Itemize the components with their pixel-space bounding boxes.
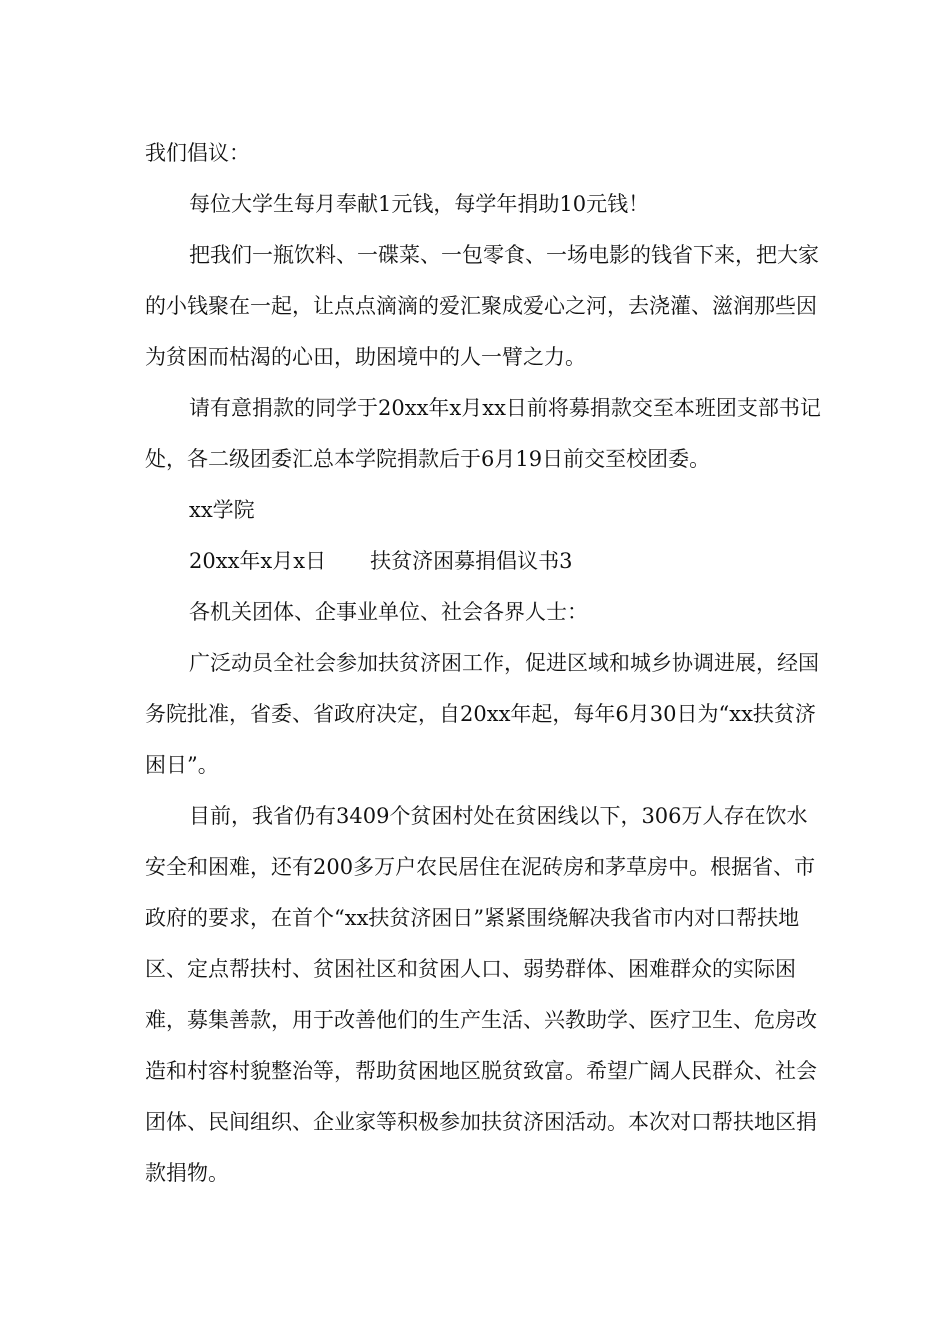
paragraph-submission-instructions: 请有意捐款的同学于20xx年x月xx日前将募捐款交至本班团支部书记处，各二级团委汇总本学院捐款后于6月19日前交至校团委。 (145, 396, 821, 471)
paragraph-save-money: 把我们一瓶饮料、一碟菜、一包零食、一场电影的钱省下来，把大家的小钱聚在一起，让点点滴滴的爱汇聚成爱心之河，去浇灌、滋润那些因为贫困而枯渴的心田，助困境中的人一臂之力。 (145, 243, 819, 369)
paragraph-proposal-intro: 我们倡议： (145, 141, 250, 165)
paragraph-signature-college: xx学院 (189, 498, 255, 522)
paragraph-donation-amount: 每位大学生每月奉献1元钱，每学年捐助10元钱！ (189, 192, 650, 216)
paragraph-current-situation: 目前，我省仍有3409个贫困村处在贫困线以下，306万人存在饮水安全和困难，还有200多万户农民居住在泥砖房和茅草房中。根据省、市政府的要求，在首个“xx扶贫济困日”紧紧围绕解决我省市内对口帮扶地区、定点帮扶村、贫困社区和贫困人口、弱势群体、困难群众的实际困难，募集善款，用于改善他们的生产生活、兴教助学、医疗卫生、危房改造和村容村貌整治等，帮助贫困地区脱贫致富。希望广阔人民群众、社会团体、民间组织、企业家等积极参加扶贫济困活动。本次对口帮扶地区捐款捐物。 (145, 804, 817, 1185)
paragraph-salutation: 各机关团体、企事业单位、社会各界人士： (189, 600, 588, 624)
document-body (145, 128, 825, 1199)
date-heading-line (145, 536, 825, 587)
paragraph-mobilization: 广泛动员全社会参加扶贫济困工作，促进区域和城乡协调进展，经国务院批准，省委、省政府决定，自20xx年起，每年6月30日为“xx扶贫济困日”。 (145, 651, 819, 777)
signature-date: 20xx年x月x日 (189, 549, 327, 573)
section-heading: 扶贫济困募捐倡议书3 (370, 549, 573, 573)
